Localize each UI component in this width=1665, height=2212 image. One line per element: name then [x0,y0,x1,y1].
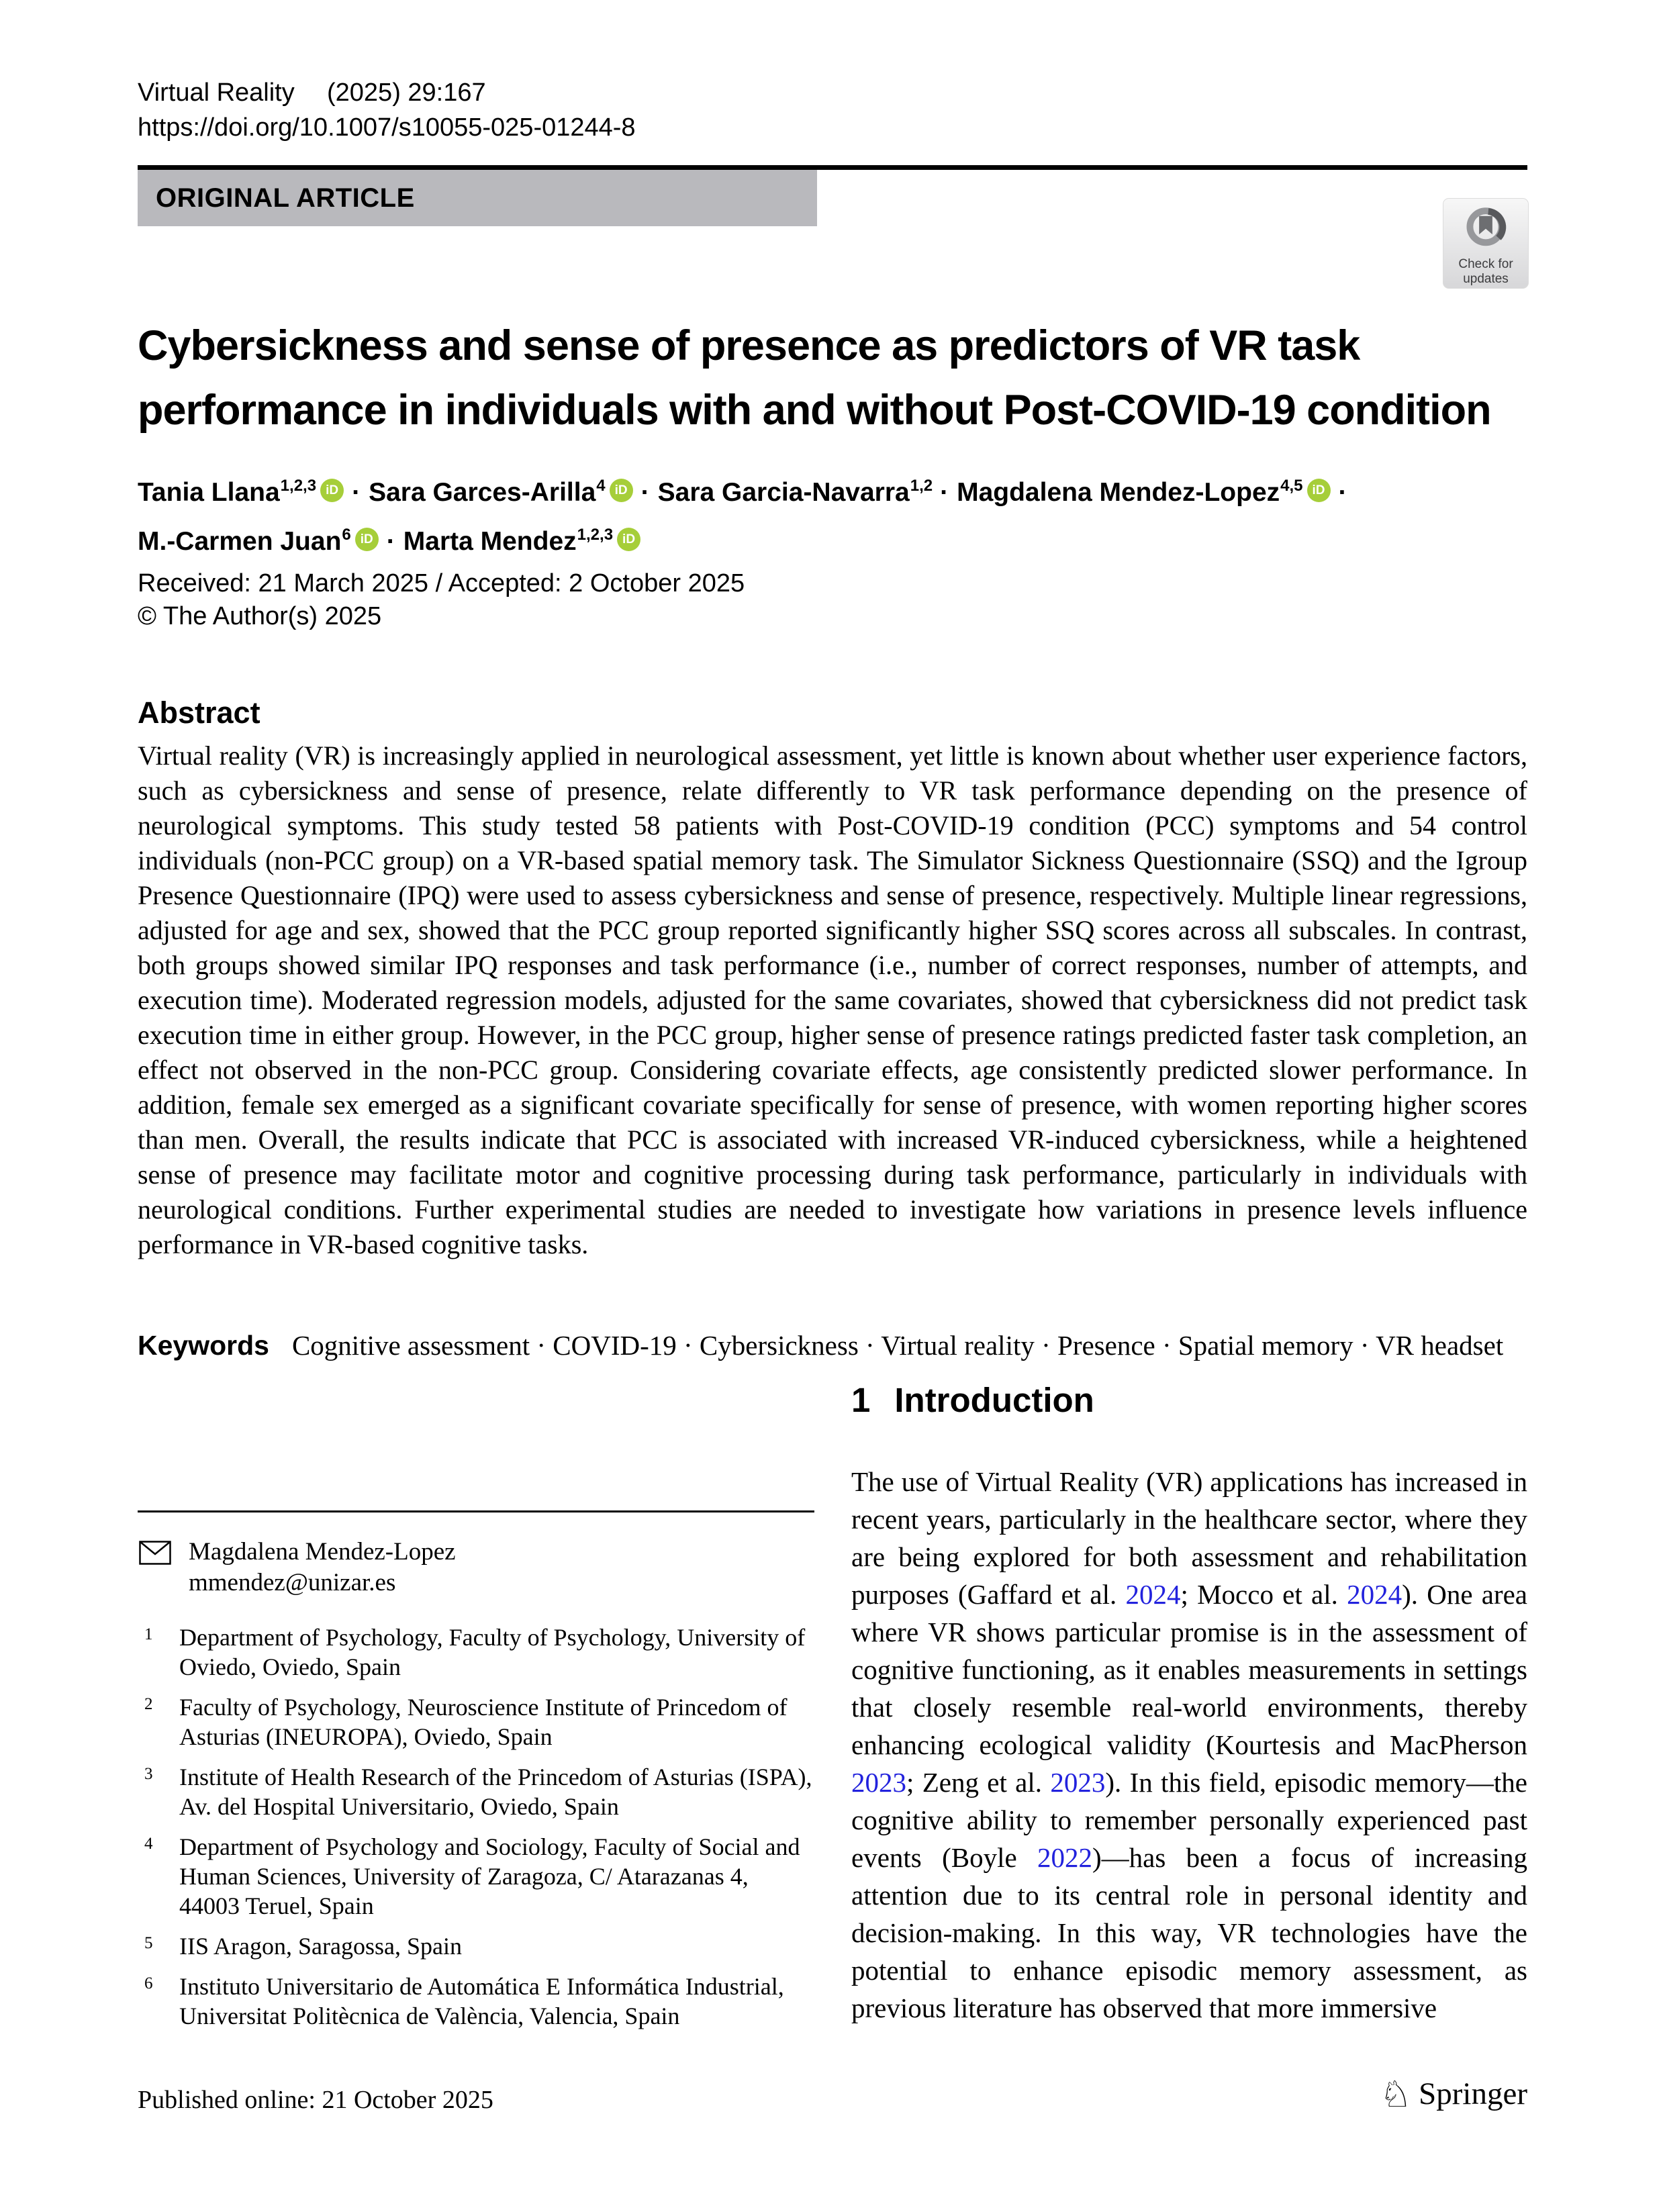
author-affiliation-sup: 4,5 [1280,477,1303,495]
article-type-label: ORIGINAL ARTICLE [156,183,415,213]
affiliation-text: Department of Psychology and Sociology, Faculty of Social and Human Sciences, University of Zaragoza, C/ Atarazanas 4, 44003 Teruel, Spain [179,1833,800,1919]
author [138,527,403,556]
abstract-text: Virtual reality (VR) is increasingly applied in neurological assessment, yet little is known about whether user experience factors, such as cybersickness and sense of presence, relate differently to VR task performance depending on the presence of neurological symptoms. This study tested 58 patients with Post-COVID-19 condition (PCC) symptoms and 54 control individuals (non-PCC group) on a VR-based spatial memory task. The Simulator Sickness Questionnaire (SSQ) and the Igroup Presence Questionnaire (IPQ) were used to assess cybersickness and sense of presence, respectively. Multiple linear regressions, adjusted for age and sex, showed that the PCC group reported significantly higher SSQ scores across all subscales. In contrast, both groups showed similar IPQ responses and task performance (i.e., number of correct responses, number of attempts, and execution time). Moderated regression models, adjusted for the same covariates, showed that cybersickness did not predict task execution time in either group. However, in the PCC group, higher sense of presence ratings predicted faster task completion, an effect not observed in the non-PCC group. Considering covariate effects, age consistently predicted slower performance. In addition, female sex emerged as a significant covariate specifically for sense of presence, with women reporting higher scores than men. Overall, the results indicate that PCC is associated with increased VR-induced cybersickness, while a heightened sense of presence may facilitate motor and cognitive processing during task performance, particularly in individuals with neurological conditions. Further experimental studies are needed to investigate how variations in presence levels influence performance in VR-based cognitive tasks. [138,740,1527,1259]
intro-text-segment: ; Zeng et al. [906,1767,1051,1798]
springer-label: Springer [1419,2076,1527,2111]
correspondence-block [138,1537,814,1598]
keyword: Spatial memory [1178,1330,1353,1361]
keywords-list [292,1330,1503,1361]
section-number: 1 [851,1381,871,1419]
envelope-icon [139,1541,171,1573]
affiliation-item [138,1623,814,1682]
intro-text-segment: )—has been a focus of increasing attention due to its central role in personal identity and decision-making. In this way, VR technologies have the potential to enhance episodic memory assessment, as previous literature has observed that more immersive [851,1842,1527,2023]
affiliation-number: 1 [144,1625,153,1643]
author-separator: · [640,478,650,507]
corresponding-author-email[interactable]: mmendez@unizar.es [189,1569,396,1596]
author-name: Sara Garcia-Navarra [657,478,910,507]
author-affiliation-sup: 6 [342,526,351,544]
keyword: Presence [1057,1330,1155,1361]
footnote-column [138,1510,814,2041]
doi-link[interactable]: https://doi.org/10.1007/s10055-025-01244-8 [138,113,636,142]
orcid-icon[interactable]: iD [617,528,640,551]
keyword-separator: · [676,1330,700,1361]
intro-paragraph [851,1463,1527,2027]
received-accepted-line: Received: 21 March 2025 / Accepted: 2 October 2025 [138,569,745,597]
keyword-separator: · [1155,1330,1178,1361]
keyword: Virtual reality [881,1330,1035,1361]
author [957,478,1355,507]
affiliation-number: 4 [144,1835,153,1853]
keyword-separator: · [1353,1330,1376,1361]
citation-link[interactable]: 2022 [1037,1842,1092,1873]
keyword: Cognitive assessment [291,1330,530,1361]
affiliation-item [138,1762,814,1821]
author-name: M.-Carmen Juan [138,527,342,556]
orcid-icon[interactable]: iD [610,479,633,502]
author-affiliation-sup: 1,2,3 [577,526,614,544]
author-name: Magdalena Mendez-Lopez [957,478,1280,507]
check-for-updates-badge[interactable] [1443,198,1529,289]
affiliation-text: IIS Aragon, Saragossa, Spain [179,1933,462,1960]
keyword: COVID-19 [553,1330,677,1361]
author-separator: · [1338,478,1347,507]
introduction-column [851,1380,1527,2027]
author-line-1 [138,470,1355,519]
affiliation-text: Department of Psychology, Faculty of Psychology, University of Oviedo, Oviedo, Spain [179,1624,806,1680]
keyword-separator: · [1034,1330,1058,1361]
author-separator: · [386,527,395,556]
keyword-separator: · [858,1330,882,1361]
author-affiliation-sup: 1,2 [910,477,933,495]
intro-text-segment: ; Mocco et al. [1180,1579,1347,1610]
affiliation-text: Faculty of Psychology, Neuroscience Institute of Princedom of Asturias (INEUROPA), Oviedo, Spain [179,1694,788,1750]
citation-link[interactable]: 2023 [1050,1767,1106,1798]
title-line-2: performance in individuals with and without Post-COVID-19 condition [138,387,1491,434]
affiliation-text: Instituto Universitario de Automática E Informática Industrial, Universitat Politècnica de València, Valencia, Spain [179,1973,784,2029]
author-list [138,470,1355,568]
keyword-separator: · [530,1330,553,1361]
keyword: Cybersickness [699,1330,859,1361]
affiliation-number: 2 [144,1695,153,1713]
citation-link[interactable]: 2024 [1347,1579,1402,1610]
orcid-icon[interactable]: iD [355,528,379,551]
author-name: Marta Mendez [403,527,577,556]
intro-text-segment: The use of Virtual Reality (VR) applications has increased in recent years, particularly in the healthcare sector, where they are being explored for both assessment and rehabilitation purposes (Gaffard et al. [851,1466,1527,1610]
journal-citation: (2025) 29:167 [327,79,486,107]
orcid-icon[interactable]: iD [320,479,344,502]
check-updates-icon [1460,203,1511,254]
citation-link[interactable]: 2024 [1125,1579,1181,1610]
author-affiliation-sup: 1,2,3 [280,477,317,495]
affiliation-item [138,1972,814,2031]
copyright-line: © The Author(s) 2025 [138,602,382,630]
banner-top-rule [138,165,1527,170]
corresponding-author-name: Magdalena Mendez-Lopez [189,1538,456,1566]
section-title: Introduction [894,1381,1094,1419]
article-type-banner [138,170,817,226]
author-separator: · [940,478,949,507]
article-title [138,314,1491,442]
affiliation-number: 5 [144,1934,153,1952]
author-name: Sara Garces-Arilla [369,478,596,507]
author-separator: · [352,478,361,507]
keyword: VR headset [1376,1330,1504,1361]
citation-link[interactable]: 2023 [851,1767,906,1798]
affiliation-item [138,1692,814,1751]
orcid-icon[interactable]: iD [1307,479,1331,502]
author-line-2 [138,519,1355,568]
affiliation-text: Institute of Health Research of the Princedom of Asturias (ISPA), Av. del Hospital Universitario, Oviedo, Spain [179,1764,812,1820]
author [138,478,369,507]
keywords-heading: Keywords [138,1330,269,1361]
title-line-1: Cybersickness and sense of presence as predictors of VR task [138,322,1360,369]
journal-header [138,75,636,145]
author-affiliation-sup: 4 [596,477,606,495]
section-heading [851,1380,1527,1420]
affiliation-number: 6 [144,1974,153,1992]
keywords-block [138,1326,1527,1365]
published-online-line: Published online: 21 October 2025 [138,2086,493,2114]
affiliation-list [138,1623,814,2031]
springer-horse-icon: ♘ [1379,2073,1413,2115]
author [658,478,957,507]
affiliation-item [138,1931,814,1961]
check-for-updates-label: Check for updates [1458,257,1513,286]
affiliation-item [138,1832,814,1921]
author [403,527,640,556]
author-name: Tania Llana [138,478,280,507]
author [369,478,658,507]
abstract-heading: Abstract [138,695,260,730]
intro-text-segment: ). In this field, episodic memory—the cognitive ability to remember personally experienced past events (Boyle [851,1767,1527,1873]
footnote-divider [138,1510,814,1512]
journal-name: Virtual Reality [138,79,295,107]
springer-logo [1380,2073,1527,2115]
intro-text-segment: ). One area where VR shows particular promise is in the assessment of cognitive functioning, as it enables measurements in settings that closely resemble real-world environments, thereby enhancing ecological validity (Kourtesis and MacPherson [851,1579,1527,1760]
affiliation-number: 3 [144,1765,153,1783]
